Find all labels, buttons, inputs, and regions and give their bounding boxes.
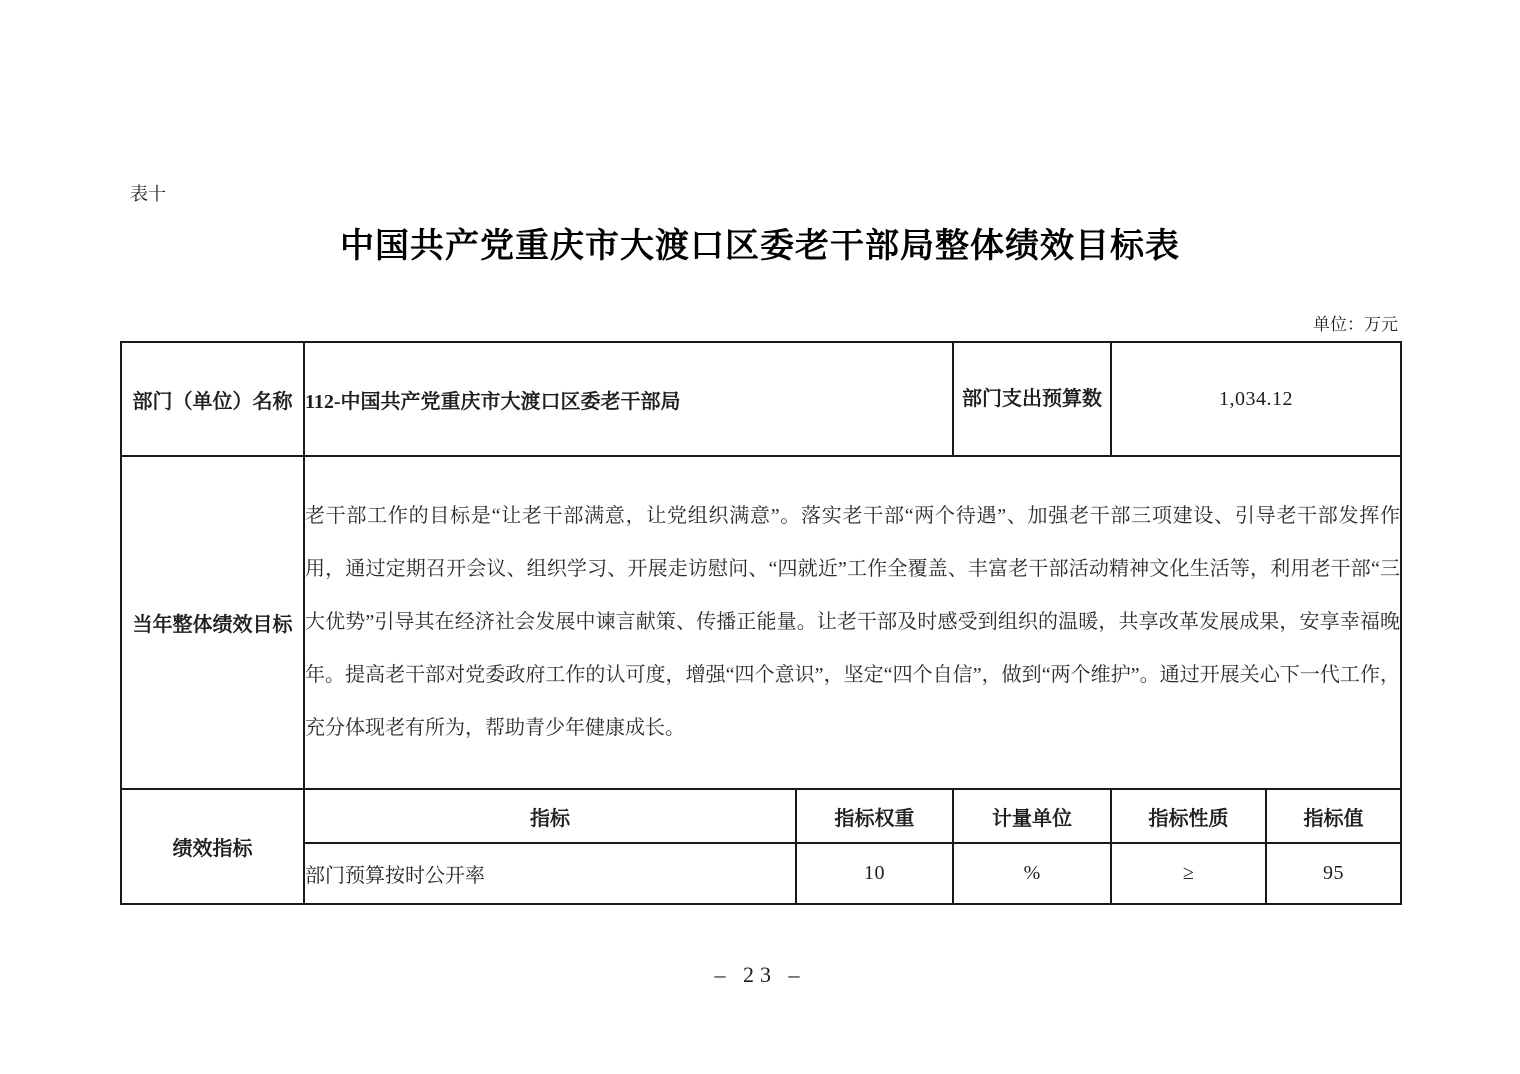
indicator-nature: ≥ bbox=[1111, 843, 1266, 904]
annual-goal-label: 当年整体绩效目标 bbox=[121, 456, 304, 789]
annual-goal-text: 老干部工作的目标是“让老干部满意，让党组织满意”。落实老干部“两个待遇”、加强老干部三项建设、引导老干部发挥作用，通过定期召开会议、组织学习、开展走访慰问、“四就近”工作全覆盖、丰富老干部活动精神文化生活等，利用老干部“三大优势”引导其在经济社会发展中谏言献策、传播正能量。让老干部及时感受到组织的温暖，共享改革发展成果，安享幸福晚年。提高老干部对党委政府工作的认可度，增强“四个意识”，坚定“四个自信”，做到“两个维护”。通过开展关心下一代工作，充分体现老有所为，帮助青少年健康成长。 bbox=[305, 505, 1400, 739]
unit-note: 单位：万元 bbox=[1313, 315, 1398, 334]
performance-target-table bbox=[120, 341, 1402, 905]
header-indicator-nature: 指标性质 bbox=[1111, 789, 1266, 843]
table-row-indicator-header bbox=[121, 789, 1401, 843]
table-row-indicator-data bbox=[121, 843, 1401, 904]
budget-value: 1,034.12 bbox=[1111, 342, 1401, 456]
header-indicator-weight: 指标权重 bbox=[796, 789, 953, 843]
indicator-value: 95 bbox=[1266, 843, 1401, 904]
indicator-unit: % bbox=[953, 843, 1111, 904]
page-number: – 23 – bbox=[714, 962, 806, 987]
table-row-annual-goal bbox=[121, 456, 1401, 789]
indicator-name: 部门预算按时公开率 bbox=[304, 843, 796, 904]
indicator-weight: 10 bbox=[796, 843, 953, 904]
dept-name-value: 112-中国共产党重庆市大渡口区委老干部局 bbox=[304, 342, 953, 456]
header-indicator-value: 指标值 bbox=[1266, 789, 1401, 843]
page-title: 中国共产党重庆市大渡口区委老干部局整体绩效目标表 bbox=[340, 228, 1180, 265]
header-measure-unit: 计量单位 bbox=[953, 789, 1111, 843]
table-number-note: 表十 bbox=[130, 184, 166, 204]
budget-label: 部门支出预算数 bbox=[953, 342, 1111, 456]
header-indicator: 指标 bbox=[304, 789, 796, 843]
dept-name-label: 部门（单位）名称 bbox=[121, 342, 304, 456]
annual-goal-cell bbox=[304, 456, 1401, 789]
table-row-department bbox=[121, 342, 1401, 456]
indicators-label: 绩效指标 bbox=[121, 789, 304, 904]
